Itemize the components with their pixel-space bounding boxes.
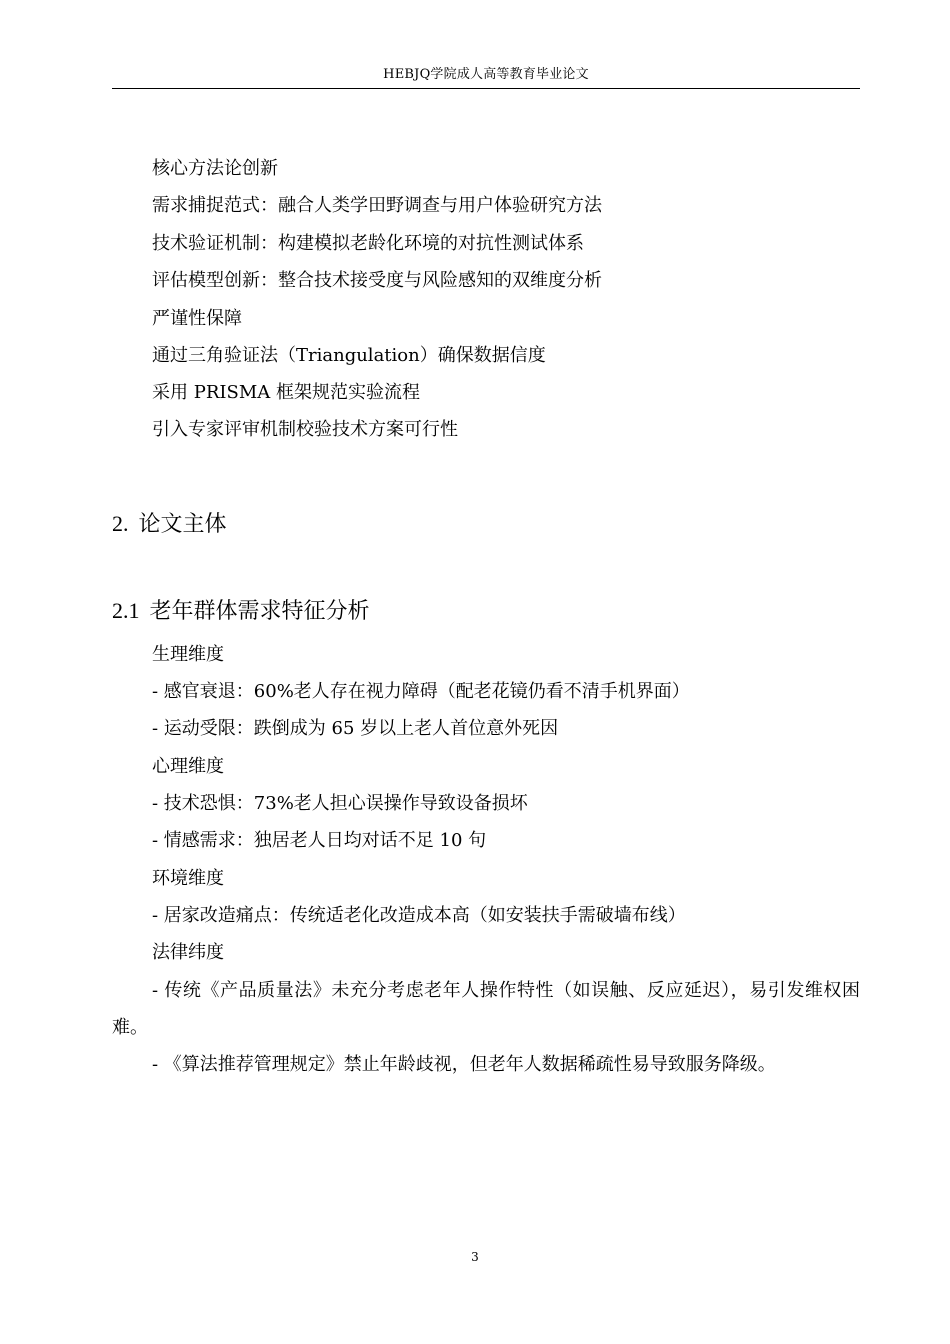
section-2-heading (112, 510, 227, 539)
intro-line-4: 评估模型创新：整合技术接受度与风险感知的双维度分析 (152, 270, 602, 291)
section-2-1-heading (112, 597, 370, 626)
body-line-8: - 居家改造痛点：传统适老化改造成本高（如安装扶手需破墙布线） (152, 905, 686, 926)
body-line-7: 环境维度 (152, 868, 224, 889)
body-paragraph-wrapped: - 传统《产品质量法》未充分考虑老年人操作特性（如误触、反应延迟），易引发维权困难。 (112, 980, 860, 1038)
intro-line-3: 技术验证机制：构建模拟老龄化环境的对抗性测试体系 (152, 233, 584, 254)
body-line-1: 生理维度 (152, 644, 224, 665)
section-2-1-number: 2.1 (112, 598, 140, 623)
header-divider (112, 88, 860, 89)
intro-line-2: 需求捕捉范式：融合人类学田野调查与用户体验研究方法 (152, 195, 602, 216)
body-line-2: - 感官衰退：60%老人存在视力障碍（配老花镜仍看不清手机界面） (152, 681, 690, 702)
intro-line-7: 采用 PRISMA 框架规范实验流程 (152, 382, 420, 403)
page-header: HEBJQ学院成人高等教育毕业论文 (383, 67, 589, 82)
body-line-3: - 运动受限：跌倒成为 65 岁以上老人首位意外死因 (152, 718, 559, 739)
body-line-last: - 《算法推荐管理规定》禁止年龄歧视，但老年人数据稀疏性易导致服务降级。 (152, 1054, 776, 1075)
section-2-number: 2. (112, 511, 129, 536)
body-line-5: - 技术恐惧：73%老人担心误操作导致设备损坏 (152, 793, 528, 814)
body-line-6: - 情感需求：独居老人日均对话不足 10 句 (152, 830, 487, 851)
section-2-1-title: 老年群体需求特征分析 (149, 599, 370, 624)
body-line-9: 法律纬度 (152, 942, 224, 963)
body-line-4: 心理维度 (152, 756, 224, 777)
intro-line-8: 引入专家评审机制校验技术方案可行性 (152, 419, 458, 440)
intro-line-1: 核心方法论创新 (152, 158, 278, 179)
page-number: 3 (471, 1250, 479, 1264)
intro-line-6: 通过三角验证法（Triangulation）确保数据信度 (152, 345, 546, 366)
section-2-title: 论文主体 (138, 512, 227, 537)
intro-line-5: 严谨性保障 (152, 308, 242, 329)
